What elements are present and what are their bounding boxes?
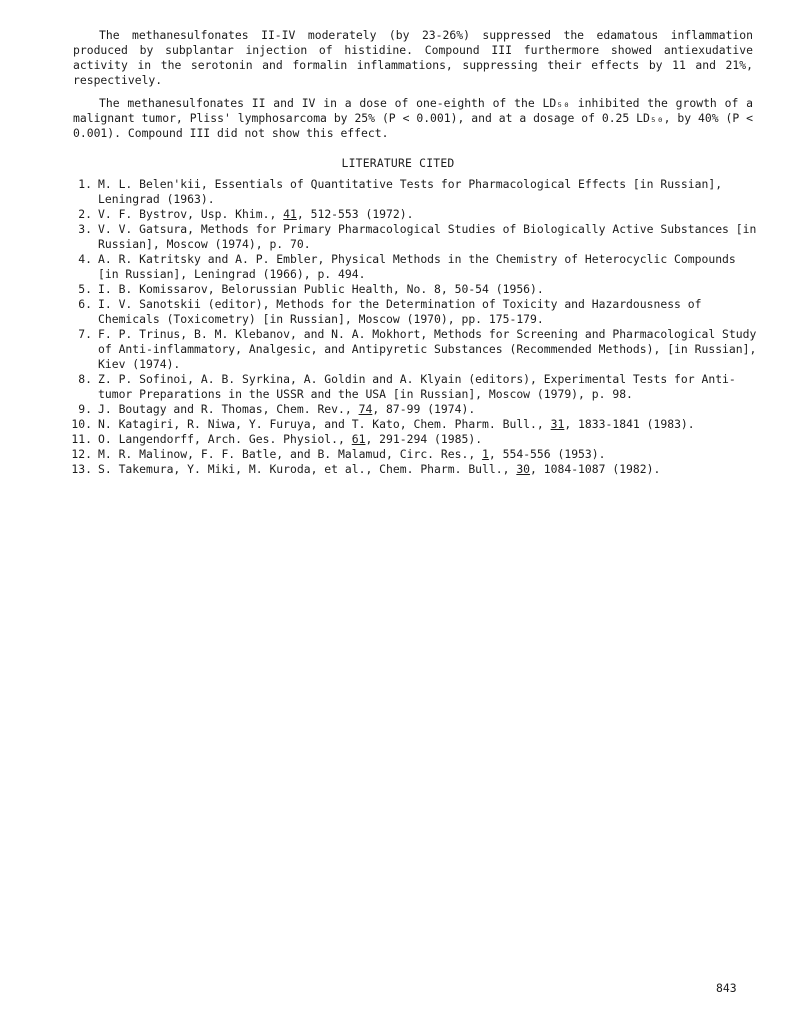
reference-volume: 61 <box>351 432 366 446</box>
reference-volume: 74 <box>358 402 373 416</box>
reference-pages: , 1084-1087 (1982). <box>530 462 661 476</box>
reference-number: 13. <box>71 462 92 476</box>
reference-item <box>60 462 760 477</box>
reference-number: 5. <box>78 282 92 296</box>
reference-volume: 1 <box>482 447 489 461</box>
reference-citation: V. V. Gatsura, Methods for Primary Pharmacological Studies of Biologically Active Substances [in Russian], Moscow (1974), p. 70. <box>98 222 757 251</box>
reference-item <box>60 372 760 402</box>
reference-citation: F. P. Trinus, B. M. Klebanov, and N. A. Mokhort, Methods for Screening and Pharmacological Study of Anti-inflammatory, Analgesic, and Antipyretic Substances (Recommended Methods), [in Russian], Kiev (1974). <box>98 327 757 371</box>
reference-pages: , 512-553 (1972). <box>296 207 414 221</box>
reference-citation: M. R. Malinow, F. F. Batle, and B. Malamud, Circ. Res., <box>98 447 483 461</box>
reference-text <box>98 207 760 222</box>
reference-text <box>98 432 760 447</box>
reference-citation: V. F. Bystrov, Usp. Khim., <box>98 207 284 221</box>
reference-pages: , 554-556 (1953). <box>488 447 606 461</box>
reference-text <box>98 222 760 252</box>
reference-text <box>98 327 760 372</box>
reference-volume: 30 <box>516 462 531 476</box>
reference-number: 11. <box>71 432 92 446</box>
reference-item <box>60 177 760 207</box>
reference-number: 9. <box>78 402 92 416</box>
reference-citation: J. Boutagy and R. Thomas, Chem. Rev., <box>98 402 359 416</box>
reference-item <box>60 417 760 432</box>
reference-number: 1. <box>78 177 92 191</box>
reference-text <box>98 177 760 207</box>
reference-text <box>98 402 760 417</box>
reference-text <box>98 282 760 297</box>
reference-number: 12. <box>71 447 92 461</box>
reference-pages: , 1833-1841 (1983). <box>564 417 695 431</box>
reference-text <box>98 462 760 477</box>
reference-item <box>60 207 760 222</box>
reference-citation: Z. P. Sofinoi, A. B. Syrkina, A. Goldin and A. Klyain (editors), Experimental Tests for Anti-tumor Preparations in the USSR and the USA [in Russian], Moscow (1979), p. 98. <box>98 372 736 401</box>
reference-number: 8. <box>78 372 92 386</box>
body-paragraph-2: The methanesulfonates II and IV in a dose of one-eighth of the LD₅₀ inhibited the growth of a malignant tumor, Pliss' lymphosarcoma by 25% (P < 0.001), and at a dosage of 0.25 LD₅₀, by 40% (P < 0.001). Compound III did not show this effect. <box>73 96 753 140</box>
literature-cited-heading: LITERATURE CITED <box>341 156 455 170</box>
reference-citation: I. B. Komissarov, Belorussian Public Health, No. 8, 50-54 (1956). <box>98 282 544 296</box>
reference-citation: N. Katagiri, R. Niwa, Y. Furuya, and T. Kato, Chem. Pharm. Bull., <box>98 417 551 431</box>
reference-pages: , 87-99 (1974). <box>372 402 476 416</box>
reference-number: 10. <box>71 417 92 431</box>
reference-number: 6. <box>78 297 92 311</box>
reference-volume: 31 <box>550 417 565 431</box>
reference-item <box>60 282 760 297</box>
reference-item <box>60 447 760 462</box>
reference-text <box>98 417 760 432</box>
reference-number: 7. <box>78 327 92 341</box>
reference-text <box>98 447 760 462</box>
reference-number: 4. <box>78 252 92 266</box>
reference-citation: O. Langendorff, Arch. Ges. Physiol., <box>98 432 352 446</box>
reference-item <box>60 252 760 282</box>
reference-citation: M. L. Belen'kii, Essentials of Quantitative Tests for Pharmacological Effects [in Russian], Leningrad (1963). <box>98 177 723 206</box>
reference-list <box>60 177 760 477</box>
reference-item <box>60 327 760 372</box>
reference-item <box>60 222 760 252</box>
reference-item <box>60 402 760 417</box>
reference-citation: I. V. Sanotskii (editor), Methods for the Determination of Toxicity and Hazardousness of Chemicals (Toxicometry) [in Russian], Moscow (1970), pp. 175-179. <box>98 297 702 326</box>
reference-number: 3. <box>78 222 92 236</box>
reference-text <box>98 297 760 327</box>
reference-volume: 41 <box>283 207 297 221</box>
body-paragraph-1: The methanesulfonates II-IV moderately (by 23-26%) suppressed the edamatous inflammation produced by subplantar injection of histidine. Compound III furthermore showed antiexudative activity in the serotonin and formalin inflammations, suppressing their effects by 11 and 21%, respectively. <box>73 28 753 87</box>
reference-pages: , 291-294 (1985). <box>365 432 483 446</box>
reference-text <box>98 372 760 402</box>
reference-item <box>60 297 760 327</box>
reference-citation: A. R. Katritsky and A. P. Embler, Physical Methods in the Chemistry of Heterocyclic Compounds [in Russian], Leningrad (1966), p. 494. <box>98 252 736 281</box>
reference-number: 2. <box>78 207 92 221</box>
page-number: 843 <box>716 981 737 995</box>
reference-text <box>98 252 760 282</box>
reference-citation: S. Takemura, Y. Miki, M. Kuroda, et al., Chem. Pharm. Bull., <box>98 462 517 476</box>
reference-item <box>60 432 760 447</box>
